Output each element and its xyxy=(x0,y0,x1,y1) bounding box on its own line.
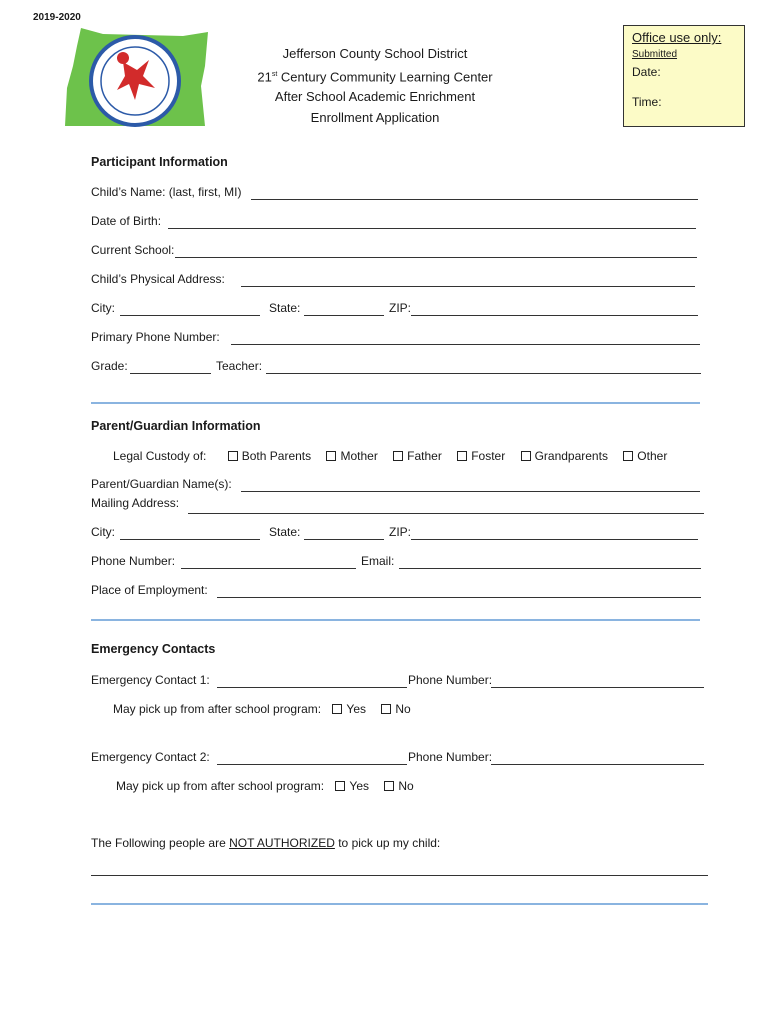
state-label: State: xyxy=(269,301,301,315)
address-row xyxy=(91,272,701,290)
pickup-2-no-option[interactable] xyxy=(384,779,413,793)
checkbox-icon[interactable] xyxy=(332,704,342,714)
custody-option-label: Father xyxy=(407,449,442,463)
no-label: No xyxy=(398,779,414,793)
pickup-1-label: May pick up from after school program: xyxy=(113,702,322,716)
emergency-contact-1-label: Emergency Contact 1: xyxy=(91,673,210,687)
pickup-1-yes-option[interactable] xyxy=(332,702,366,716)
office-time-label: Time: xyxy=(632,95,662,109)
office-use-title: Office use only: xyxy=(632,30,722,45)
dob-label: Date of Birth: xyxy=(91,214,162,228)
header-title-block xyxy=(220,44,530,128)
not-authorized-suffix: to pick up my child: xyxy=(334,836,441,850)
custody-label: Legal Custody of: xyxy=(113,449,207,463)
district-name: Jefferson County School District xyxy=(282,46,468,61)
mailing-address-label: Mailing Address: xyxy=(91,496,180,510)
not-authorized-prefix: The Following people are xyxy=(91,836,230,850)
program-logo xyxy=(63,26,208,128)
state-field[interactable] xyxy=(304,315,384,316)
not-authorized-field[interactable] xyxy=(91,875,708,876)
dob-row xyxy=(91,214,701,232)
parent-city-state-zip-row xyxy=(91,525,701,543)
emergency-contact-1-field[interactable] xyxy=(217,687,407,688)
parent-state-label: State: xyxy=(269,525,301,539)
child-name-label: Child’s Name: (last, first, MI) xyxy=(91,185,242,199)
program-name xyxy=(220,65,530,88)
century-suffix: st xyxy=(271,70,278,78)
pickup-1-no-option[interactable] xyxy=(381,702,410,716)
employment-field[interactable] xyxy=(217,597,701,598)
not-authorized-emphasis: NOT AUTHORIZED xyxy=(229,836,335,850)
emergency-phone-1-field[interactable] xyxy=(491,687,704,688)
parent-names-row xyxy=(91,477,701,495)
custody-option-label: Mother xyxy=(340,449,378,463)
parent-city-field[interactable] xyxy=(120,539,260,540)
parent-phone-label: Phone Number: xyxy=(91,554,176,568)
custody-option-label: Foster xyxy=(471,449,506,463)
grade-field[interactable] xyxy=(130,373,211,374)
no-label: No xyxy=(395,702,411,716)
pickup-2-yes-option[interactable] xyxy=(335,779,369,793)
office-submitted-label: Submitted xyxy=(632,49,678,60)
section-divider xyxy=(91,903,708,905)
section-divider xyxy=(91,619,700,621)
city-field[interactable] xyxy=(120,315,260,316)
not-authorized-statement xyxy=(91,836,440,850)
custody-other-option[interactable] xyxy=(623,449,667,463)
custody-both-parents-option[interactable] xyxy=(228,449,311,463)
program-subtitle: After School Academic Enrichment xyxy=(274,89,476,105)
parent-phone-field[interactable] xyxy=(181,568,356,569)
custody-row xyxy=(113,449,679,463)
parent-zip-label: ZIP: xyxy=(389,525,412,539)
mailing-address-row xyxy=(91,496,706,514)
section-divider xyxy=(91,402,700,404)
zip-label: ZIP: xyxy=(389,301,412,315)
parent-state-field[interactable] xyxy=(304,539,384,540)
checkbox-icon[interactable] xyxy=(521,451,531,461)
city-label: City: xyxy=(91,301,115,315)
email-field[interactable] xyxy=(399,568,701,569)
emergency-contact-2-label: Emergency Contact 2: xyxy=(91,750,210,764)
grade-teacher-row xyxy=(91,359,701,377)
checkbox-icon[interactable] xyxy=(228,451,238,461)
office-date-label: Date: xyxy=(632,65,661,79)
pickup-1-row xyxy=(113,702,423,716)
school-label: Current School: xyxy=(91,243,175,257)
emergency-phone-2-field[interactable] xyxy=(491,764,704,765)
address-label: Child’s Physical Address: xyxy=(91,272,225,286)
child-name-field[interactable] xyxy=(251,199,698,200)
emergency-contact-1-row xyxy=(91,673,706,691)
parent-city-label: City: xyxy=(91,525,115,539)
primary-phone-row xyxy=(91,330,701,348)
address-field[interactable] xyxy=(241,286,695,287)
checkbox-icon[interactable] xyxy=(393,451,403,461)
emergency-contact-2-field[interactable] xyxy=(217,764,407,765)
checkbox-icon[interactable] xyxy=(381,704,391,714)
parent-section-title: Parent/Guardian Information xyxy=(91,419,261,433)
child-name-row xyxy=(91,185,701,203)
parent-zip-field[interactable] xyxy=(411,539,698,540)
custody-option-label: Grandparents xyxy=(534,449,608,463)
city-state-zip-row xyxy=(91,301,701,319)
employment-label: Place of Employment: xyxy=(91,583,208,597)
custody-option-label: Both Parents xyxy=(241,449,312,463)
program-name-rest: Century Community Learning Center xyxy=(277,68,493,84)
checkbox-icon[interactable] xyxy=(384,781,394,791)
custody-option-label: Other xyxy=(637,449,668,463)
custody-foster-option[interactable] xyxy=(457,449,505,463)
pickup-2-row xyxy=(116,779,426,793)
emergency-phone-2-label: Phone Number: xyxy=(408,750,493,764)
emergency-contact-2-row xyxy=(91,750,706,768)
parent-names-label: Parent/Guardian Name(s): xyxy=(91,477,232,491)
school-year: 2019-2020 xyxy=(33,12,81,23)
participant-section-title: Participant Information xyxy=(91,155,228,169)
grade-label: Grade: xyxy=(91,359,128,373)
school-row xyxy=(91,243,701,261)
pickup-2-label: May pick up from after school program: xyxy=(116,779,325,793)
checkbox-icon[interactable] xyxy=(623,451,633,461)
custody-mother-option[interactable] xyxy=(326,449,377,463)
primary-phone-label: Primary Phone Number: xyxy=(91,330,220,344)
custody-father-option[interactable] xyxy=(393,449,442,463)
office-use-box xyxy=(623,25,745,127)
employment-row xyxy=(91,583,701,601)
form-title: Enrollment Application xyxy=(310,109,440,125)
email-label: Email: xyxy=(361,554,395,568)
checkbox-icon[interactable] xyxy=(326,451,336,461)
emergency-phone-1-label: Phone Number: xyxy=(408,673,493,687)
mailing-address-field[interactable] xyxy=(188,513,704,514)
emergency-section-title: Emergency Contacts xyxy=(91,642,216,656)
yes-label: Yes xyxy=(346,702,366,716)
parent-names-field[interactable] xyxy=(241,491,700,492)
phone-email-row xyxy=(91,554,701,572)
checkbox-icon[interactable] xyxy=(457,451,467,461)
teacher-label: Teacher: xyxy=(216,359,263,373)
dob-field[interactable] xyxy=(168,228,696,229)
checkbox-icon[interactable] xyxy=(335,781,345,791)
teacher-field[interactable] xyxy=(266,373,701,374)
century-number: 21 xyxy=(257,68,272,84)
primary-phone-field[interactable] xyxy=(231,344,700,345)
yes-label: Yes xyxy=(349,779,369,793)
school-field[interactable] xyxy=(175,257,697,258)
zip-field[interactable] xyxy=(411,315,698,316)
oregon-logo-icon xyxy=(63,26,208,128)
custody-grandparents-option[interactable] xyxy=(521,449,608,463)
